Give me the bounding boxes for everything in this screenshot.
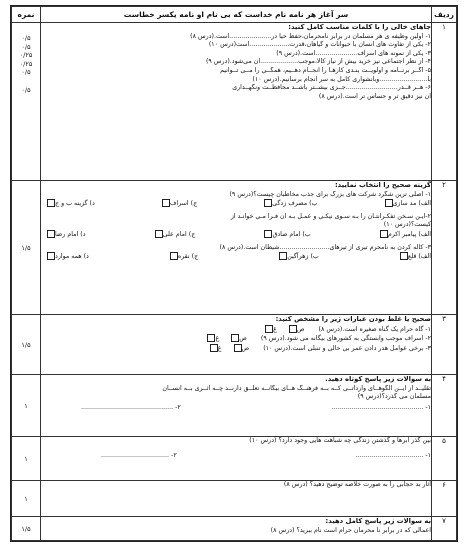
q2-score: ۱/۵ [12, 181, 41, 315]
q2-sub2-text-a: ۲-ایـن سـخن تفکـرانتـان را بـه سـوی نیکـی و عمـل بـه آن فـرا مـی خوانـد از [230, 212, 431, 220]
checkbox-icon[interactable] [279, 252, 287, 260]
q4-title: به سوالات زیر پاسخ کوتاه دهید. [325, 375, 431, 383]
q1-score: ۰/۲۵ [19, 51, 33, 60]
q4-text-b: مسلمان می گذرد؟(درس ۹) [357, 393, 431, 401]
q1-scores [12, 23, 41, 181]
q1-line: ۵- اگــر برنــامه و اولویــت بنـدی کارهـا را انجــام دهــیم، همگــی را مــی تــوانیم [220, 66, 431, 74]
q5-text: بین گذر ابرها و گذشتن زندگی چه شباهت هایی وجود دارد؟ (درس ۱۰) [249, 437, 431, 444]
q1-line: ۳- یکی از نمونه های اسراف.....................است.(درس ۹) [276, 49, 431, 57]
true-false-choice[interactable]: ص غ [208, 344, 249, 354]
q1-line: ۴- از نظر اجتماعی نیز خرید بیش از نیاز کالا،موجب...................آن می‌شود.(درس ۹) [205, 58, 431, 66]
q2-sub1-options [41, 199, 431, 209]
q5-body [41, 437, 432, 481]
row-label: ردیف [432, 7, 457, 23]
checkbox-icon[interactable] [170, 252, 178, 260]
option-a[interactable]: الف) پیامبر اکرم [378, 230, 431, 240]
q4-score: ۱ [12, 375, 41, 437]
q1-score: ۰/۲۵ [19, 59, 33, 68]
true-false-choice[interactable]: ص غ [263, 325, 304, 335]
checkbox-icon[interactable] [234, 344, 242, 352]
question-4-row [12, 375, 457, 437]
q4-body [41, 375, 432, 437]
q1-score [12, 94, 40, 103]
option-b[interactable]: ب) زهرآگین [277, 252, 319, 262]
option-a[interactable]: الف) مد سازی [383, 199, 432, 209]
checkbox-icon[interactable] [380, 230, 388, 238]
checkbox-icon[interactable] [155, 230, 163, 238]
q4-number: ۴ [432, 375, 457, 437]
q6-number: ۶ [432, 481, 457, 517]
checkbox-icon[interactable] [210, 344, 218, 352]
q1-line: ۶- هــر قــدر..........................جــزی بیشــتر باشــد محافظــت ونگهــداری [232, 84, 431, 92]
checkbox-icon[interactable] [385, 199, 393, 207]
option-d[interactable]: د) امام رضا [45, 230, 86, 240]
q7-number: ۷ [432, 517, 457, 541]
q1-score: ۰/۵ [21, 68, 31, 77]
q6-text: آثار بد حجابی را به صورت خلاصه توضیح دهید؟ (درس ۸) [283, 481, 431, 488]
question-7-row [12, 517, 457, 541]
q1-line: ۱- اولین وظیفه ی هر مسلمان در برابر نامحرمان،حفظ حیا در.....................است.(درس ۸) [190, 32, 431, 40]
option-c[interactable]: ج) امام علی [153, 230, 196, 240]
q5-score: ۱ [12, 437, 41, 481]
q2-title: گزینه صحیح را انتخاب نمایید: [334, 181, 431, 189]
q6-body [41, 481, 432, 517]
checkbox-icon[interactable] [47, 230, 55, 238]
exam-table [11, 6, 457, 541]
option-d[interactable]: د) همه موارد [45, 252, 89, 262]
checkbox-icon[interactable] [47, 199, 55, 207]
q3-item: ۲- اسراف موجب وابستگی به کشورهای بیگانه می شود.(درس ۹) ص غ [41, 334, 431, 344]
q1-body [41, 23, 432, 181]
question-5-row [12, 437, 457, 481]
q3-score: ۱/۵ [12, 315, 41, 375]
q1-line: ۲- یکی از تفاوت های انسان با حیوانات و گیاهان،قدرت....................است(درس ۱۰) [208, 41, 431, 49]
q2-sub3-options [41, 252, 431, 262]
exam-title: سر آغاز هر نامه نام خداست که بی نام او نامه یکسر خطاست [41, 7, 432, 23]
option-b[interactable]: ب) مصرف زدگی [262, 199, 317, 209]
question-6-row [12, 481, 457, 517]
q6-score: ۱ [12, 481, 41, 517]
q4-answer-lines [41, 404, 431, 413]
q7-body [41, 517, 432, 541]
checkbox-icon[interactable] [265, 325, 273, 333]
checkbox-icon[interactable] [162, 199, 170, 207]
q1-score: ۰/۵ [21, 85, 31, 94]
q5-answer-lines [41, 452, 431, 461]
q1-line: آن نیز دقیق تر و حساس تر است.(درس ۸) [318, 92, 431, 100]
answer-blank[interactable]: ۲- .................................. [101, 451, 177, 459]
q3-number: ۳ [432, 315, 457, 375]
q4-text-a: تقلیــد از ایــن الگوهــای وارداتــی کــه بــه فرهنــگ هــای بیگانــه تعلــق دارنــد چــه اثــری بــه انســان [162, 384, 431, 392]
true-false-choice[interactable]: ص غ [205, 334, 246, 344]
checkbox-icon[interactable] [400, 252, 408, 260]
answer-blank[interactable]: ۱- .............................................. [331, 403, 431, 411]
q3-title: صحیح یا غلط بودن عبارات زیر را مشخص کنید: [275, 315, 431, 323]
header-row [12, 7, 457, 23]
option-c[interactable]: ج) اسراف [160, 199, 197, 209]
q1-line: با........................وبانشواری کامل به سر انجام برسانیم.(درس ۱۰) [252, 75, 431, 83]
q2-number: ۲ [432, 181, 457, 315]
q2-sub1-text: ۱- اصلی ترین شگرد شرکت های بزرگ برای جذب مخاطبان چیست؟(درس ۹) [229, 190, 431, 198]
q2-sub3-text: ۳- کاله کردن به نامحرم تیری از تیرهای.........................شیطان است.(درس ۸) [219, 243, 431, 251]
q1-title: جاهای خالی را با کلمات مناسب کامل کنید: [288, 23, 431, 31]
q1-score [12, 77, 40, 86]
checkbox-icon[interactable] [264, 199, 272, 207]
q7-score: ۱/۵ [12, 517, 41, 541]
option-b[interactable]: ب) امام صادق [262, 230, 310, 240]
answer-blank[interactable]: ۱- .................................. [355, 451, 431, 459]
exam-sheet [10, 5, 458, 542]
answer-blank[interactable]: ۲- .............................................. [81, 403, 181, 411]
q3-item: ۱- گاه حرام یک گناه صغیره است.(درس ۸) ص غ [41, 325, 431, 335]
question-3-row [12, 315, 457, 375]
q3-item: ۳- برخی عوامل هدر دادن عمر بی حالی و تنبلی است.(درس ۱۰) ص غ [41, 344, 431, 354]
question-2-row [12, 181, 457, 315]
q7-text: اعمالی که در برابر نا محرمان حرام است نام ببرید؟ (درس ۸) [270, 526, 431, 534]
checkbox-icon[interactable] [289, 325, 297, 333]
q2-body [41, 181, 432, 315]
q2-sub2-text-b: کیست؟(درس ۱۰) [383, 221, 431, 229]
q2-sub2-options [41, 230, 431, 240]
option-a[interactable]: الف) قلع [398, 252, 431, 262]
q5-number: ۵ [432, 437, 457, 481]
q7-title: به سوالات زیر پاسخ کامل دهید: [325, 517, 431, 525]
q1-score: ۰/۵ [21, 42, 31, 51]
q3-body [41, 315, 432, 375]
q1-score: ۰/۵ [21, 34, 31, 42]
checkbox-icon[interactable] [47, 252, 55, 260]
score-label: نمره [12, 7, 41, 23]
question-1-row [12, 23, 457, 181]
option-d[interactable]: د) گزینه ب و ج [45, 199, 95, 209]
option-c[interactable]: ج) نقره [168, 252, 198, 262]
q1-number: ۱ [432, 23, 457, 181]
